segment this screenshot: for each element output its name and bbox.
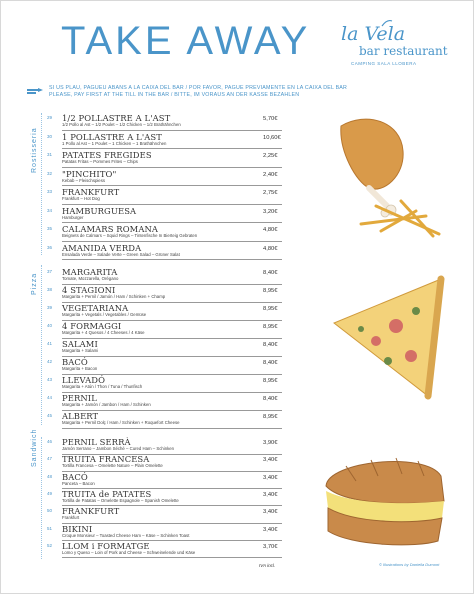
item-price: 10,60€ — [263, 134, 281, 141]
item-name: CALAMARS ROMANA — [62, 224, 159, 234]
item-description: 1/2 Pollo al Ast – 1/2 Poulet – 1/2 Chicken – 1/2 Brathähnchen — [62, 122, 181, 127]
item-description: 1 Pollo al Ast – 1 Poulet – 1 Chicken – 1 Brathähnchen — [62, 140, 167, 146]
item-number: 38 — [47, 287, 53, 292]
item-price: 4,80€ — [263, 245, 278, 252]
item-price: 5,70€ — [263, 116, 278, 122]
item-name: 1 POLLASTRE A L'AST — [62, 131, 162, 142]
item-number: 30 — [47, 133, 53, 139]
item-number: 48 — [47, 473, 53, 479]
item-number: 37 — [47, 269, 53, 274]
item-number: 41 — [47, 341, 53, 346]
item-number: 50 — [47, 508, 53, 514]
item-divider — [62, 356, 282, 357]
item-price: 3,40€ — [263, 526, 278, 533]
item-description: Margarita + Jamón / Jambon / Ham / Schinken — [62, 402, 151, 407]
item-divider — [62, 428, 282, 429]
item-name: PERNIL SERRÀ — [62, 437, 131, 447]
item-divider — [62, 557, 282, 558]
item-number: 35 — [47, 226, 53, 231]
item-name: BIKINI — [62, 523, 93, 534]
item-divider — [62, 185, 282, 186]
item-divider — [62, 259, 282, 260]
item-description: Margarita + 4 Quesos / 4 Cheeses / 4 Käse — [62, 330, 145, 335]
item-divider — [62, 471, 282, 472]
item-price: 8,95€ — [263, 288, 278, 294]
item-description: Tomate, Mozzarella, Orégano — [62, 276, 119, 281]
item-divider — [62, 167, 282, 168]
section-label-sandwich: Sandwich — [31, 428, 38, 467]
item-price: 2,40€ — [263, 171, 278, 178]
item-name: LLOM i FORMATGE — [62, 540, 150, 551]
item-divider — [62, 241, 282, 242]
chicken-leg-illustration — [321, 106, 451, 241]
section-divider — [41, 265, 42, 425]
item-description: Margarita + Vegetals / Vegetables / Gemüse — [62, 312, 147, 317]
section-label-pizza: Pizza — [31, 272, 38, 295]
section-divider — [41, 113, 42, 255]
item-name: VEGETARIANA — [62, 303, 129, 313]
item-number: 42 — [47, 359, 53, 364]
sandwich-illustration — [316, 446, 451, 556]
item-price: 8,40€ — [263, 342, 278, 348]
pointing-hand-icon — [26, 86, 46, 96]
item-name: FRANKFURT — [62, 506, 120, 517]
item-number: 43 — [47, 377, 53, 382]
item-divider — [62, 148, 282, 149]
logo-sub-text: bar restaurant — [359, 44, 448, 58]
section-label-rostisseria: Rostisseria — [31, 127, 38, 173]
item-description: Croque Monsieur – Toasted Cheese Ham – Käse – Schinken Toast — [62, 532, 190, 538]
item-name: BACÓ — [62, 471, 88, 482]
restaurant-logo — [341, 23, 448, 75]
item-name: 1/2 POLLASTRE A L'AST — [62, 113, 171, 123]
item-description: Margarita + Pernil / Jamón / Ham / Schinken + Champ — [62, 294, 166, 299]
item-name: BACÓ — [62, 357, 88, 367]
item-number: 33 — [47, 189, 53, 194]
item-name: TRUITA FRANCESA — [62, 454, 150, 465]
item-number: 40 — [47, 323, 53, 328]
item-description: Ensalada Verde – Salade Verte – Green Salad – Grüner Salat — [62, 251, 180, 257]
item-number: 36 — [47, 244, 53, 250]
item-name: ALBERT — [62, 411, 99, 421]
item-price: 4,80€ — [263, 227, 278, 233]
item-description: Margarita + Pernil Dolç / Ham / Schinken + Roquefort Cheese — [62, 420, 180, 425]
item-name: FRANKFURT — [62, 187, 120, 197]
item-description: Frankfurt — [62, 515, 80, 521]
item-name: AMANIDA VERDA — [62, 242, 142, 253]
item-name: MARGARITA — [62, 267, 118, 277]
item-price: 3,90€ — [263, 440, 278, 446]
item-description: Beignets de Calmars – Squid Rings – Tintenfische In Bierteig Gebraten — [62, 233, 198, 238]
item-description: Patatas Fritas – Pommes Frites – Chips — [62, 159, 138, 164]
item-description: Frankfurt – Hot Dog — [62, 196, 100, 201]
item-price: 2,75€ — [263, 190, 278, 196]
item-price: 8,40€ — [263, 396, 278, 402]
item-price: 3,40€ — [263, 491, 278, 498]
item-description: Jamón Serrano – Jambon Séché – Cured Ham – Schinken — [62, 446, 175, 451]
item-number: 49 — [47, 490, 53, 496]
item-number: 51 — [47, 525, 53, 531]
item-number: 52 — [47, 542, 53, 548]
item-divider — [62, 222, 282, 223]
item-name: "PINCHITO" — [62, 168, 117, 179]
pizza-slice-illustration — [316, 271, 451, 403]
payment-notice — [49, 85, 349, 99]
item-description: Margarita + Atún / Thon / Tuna / Thunfisch — [62, 384, 143, 389]
item-number: 29 — [47, 115, 53, 120]
item-price: 8,95€ — [263, 378, 278, 384]
page-title: TAKE AWAY — [61, 19, 311, 63]
item-number: 31 — [47, 152, 53, 157]
item-description: Hamburger — [62, 214, 84, 220]
item-number: 47 — [47, 456, 53, 462]
item-name: TRUITA de PATATES — [62, 488, 152, 499]
item-description: Margarita + Bacon — [62, 366, 98, 371]
item-price: 8,95€ — [263, 324, 278, 330]
item-price: 8,40€ — [263, 360, 278, 366]
item-number: 34 — [47, 207, 53, 213]
item-number: 32 — [47, 170, 53, 176]
item-description: Kebab – Fleischspiess — [62, 177, 105, 183]
item-name: PATATES FREGIDES — [62, 150, 152, 160]
item-divider — [62, 523, 282, 524]
item-price: 8,40€ — [263, 270, 278, 276]
item-description: Margarita + Salami — [62, 348, 99, 353]
item-name: 4 STAGIONI — [62, 285, 116, 295]
item-number: 39 — [47, 305, 53, 310]
item-name: LLEVADÓ — [62, 375, 106, 385]
logo-main-text: la Vela — [341, 23, 406, 45]
item-price: 3,70€ — [263, 543, 278, 550]
item-number: 45 — [47, 413, 53, 418]
item-price: 8,95€ — [263, 306, 278, 312]
item-price: 8,95€ — [263, 414, 278, 420]
section-divider — [41, 437, 42, 559]
illustration-credit: © Illustrations by Daniella Dumont — [379, 562, 440, 567]
item-name: HAMBURGUESA — [62, 205, 137, 216]
item-price: 3,40€ — [263, 509, 278, 516]
item-name: PERNIL — [62, 393, 97, 403]
item-price: 3,40€ — [263, 457, 278, 464]
item-description: Panceta – Bacon — [62, 480, 95, 486]
item-name: 4 FORMAGGI — [62, 321, 122, 331]
item-divider — [62, 204, 282, 205]
item-price: 2,25€ — [263, 153, 278, 159]
item-description: Tortilla de Patatas – Omelette Espagnole – Spanish Omelette — [62, 497, 179, 503]
vat-note: IVA incl. — [259, 563, 276, 568]
item-description: Lomo y Queso – Loin of Pork and Cheese – Schweinelende und Käse — [62, 549, 196, 555]
item-divider — [62, 130, 282, 131]
payment-notice-line2: PLEASE, PAY FIRST AT THE TILL IN THE BAR / BITTE, IM VORAUS AN DER KASSE BEZAHLEN — [49, 92, 300, 99]
payment-notice-line1: SI US PLAU, PAGUEU ABANS A LA CAIXA DEL BAR / POR FAVOR, PAGUE PREVIAMENTE EN LA CAIXA DEL BAR — [49, 85, 348, 91]
logo-tagline: CAMPING SALA LLOBERA — [351, 61, 417, 66]
item-name: SALAMI — [62, 339, 98, 349]
item-number: 46 — [47, 439, 53, 444]
item-price: 3,20€ — [263, 208, 278, 215]
item-description: Tortilla Francesa – Omelette Nature – Plain Omelette — [62, 463, 163, 469]
item-price: 3,40€ — [263, 474, 278, 481]
item-number: 44 — [47, 395, 53, 400]
